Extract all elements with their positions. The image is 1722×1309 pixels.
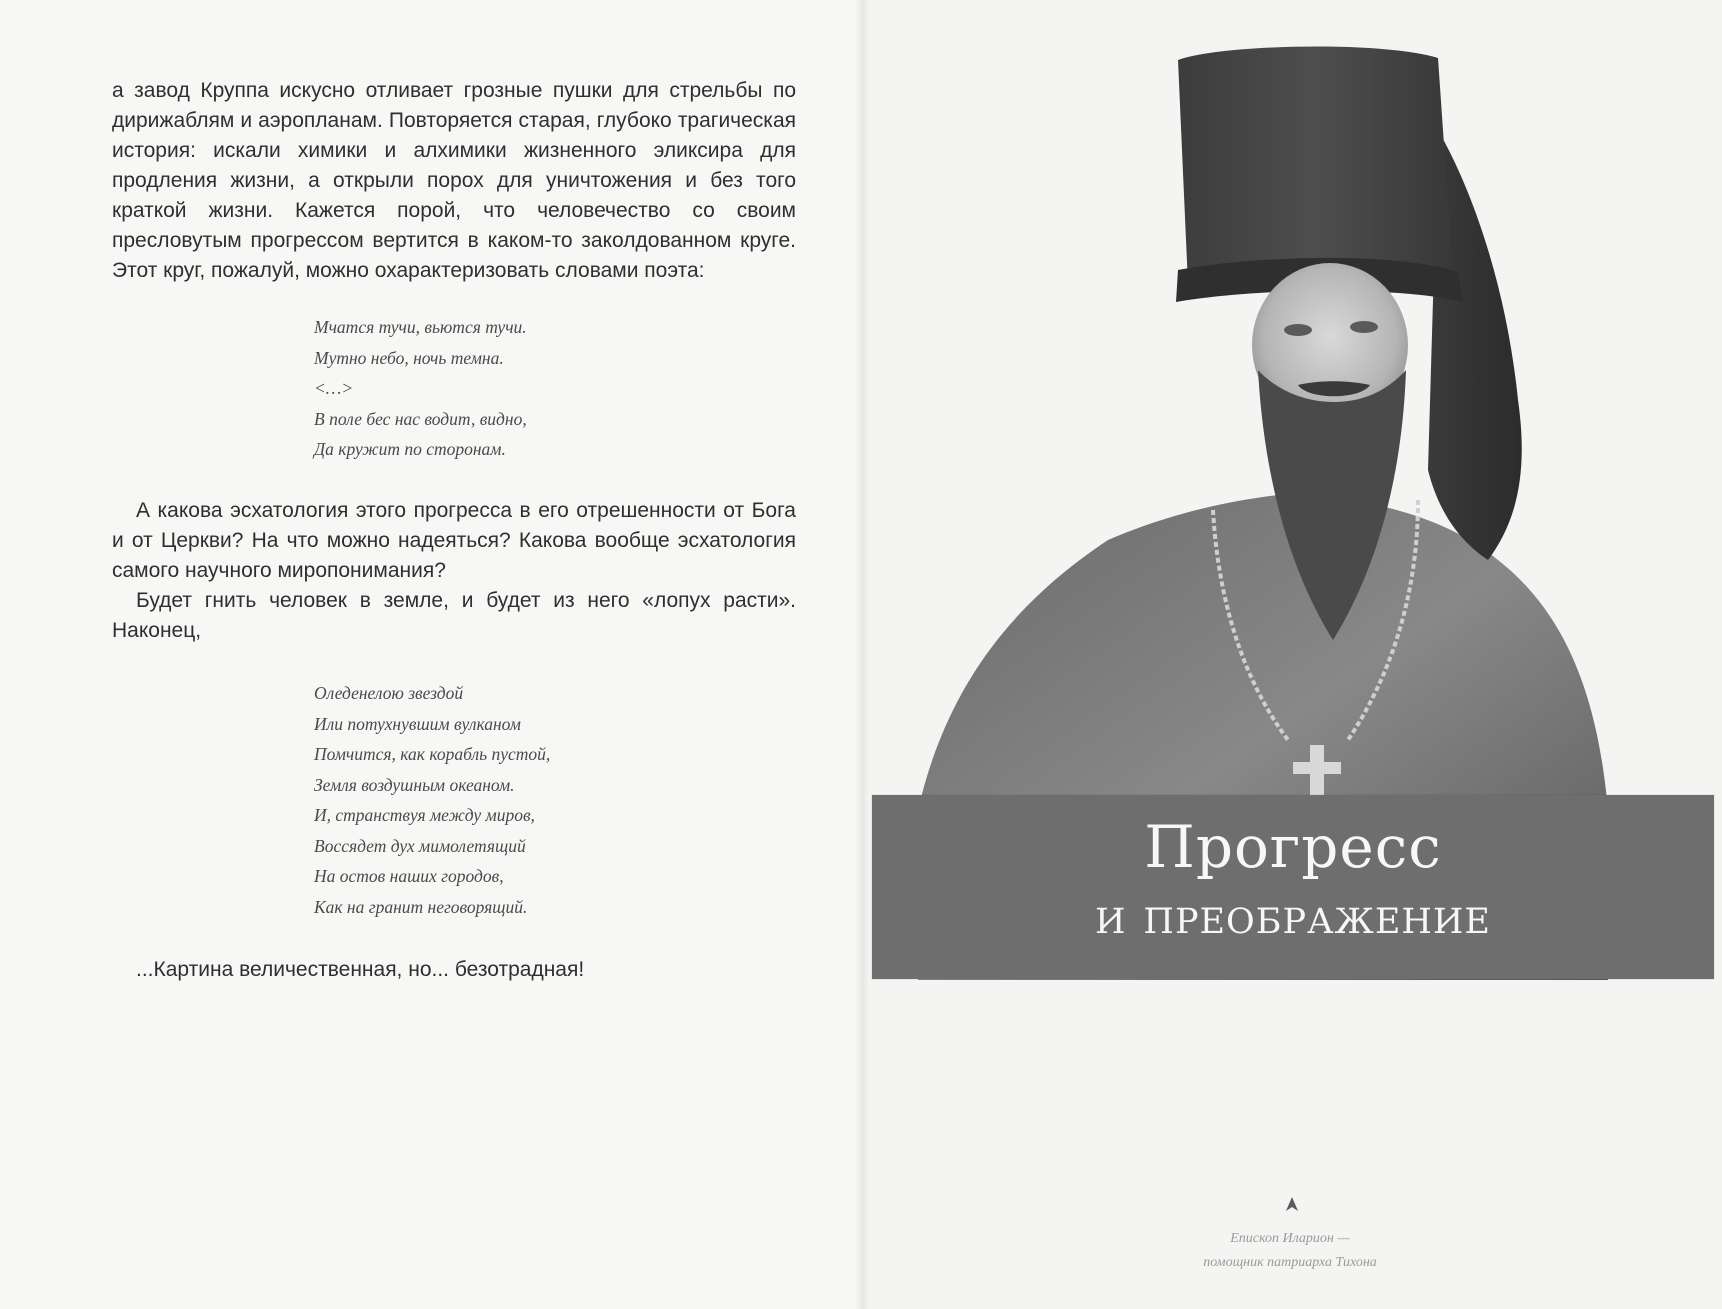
chapter-title-band — [872, 795, 1714, 979]
poem-line: Да кружит по сторонам. — [314, 439, 506, 459]
body-text-middle — [112, 496, 796, 646]
poem-line: Или потухнувшим вулканом — [314, 713, 521, 734]
poem-line: В поле бес нас водит, видно, — [314, 408, 527, 429]
paragraph-4: ...Картина величественная, но... безотрадная! — [136, 958, 585, 981]
chapter-title-line-1: Прогресс — [1144, 813, 1442, 881]
photo-caption — [1150, 1227, 1430, 1275]
poem-line: <…> — [314, 378, 354, 398]
poem-line: Мутно небо, ночь темна. — [314, 347, 504, 368]
poem-line: Помчится, как корабль пустой, — [314, 744, 551, 764]
poem-2 — [314, 678, 550, 922]
publisher-logo-icon — [1285, 1196, 1299, 1212]
paragraph-2: А какова эсхатология этого прогресса в его отрешенности от Бога и от Церкви? На что можно надеяться? Какова вообще эсхатология самого научного миропонимания? — [112, 499, 796, 582]
poem-line: Оледенелою звездой — [314, 683, 464, 703]
paragraph-3: Будет гнить человек в земле, и будет из него «лопух расти». Наконец, — [112, 589, 796, 642]
poem-line: Воссядет дух мимолетящий — [314, 835, 526, 856]
poem-line: Как на гранит неговорящий. — [314, 896, 528, 917]
book-gutter — [855, 0, 869, 1309]
poem-line: Мчатся тучи, вьются тучи. — [314, 317, 527, 337]
paragraph-1: а завод Круппа искусно отливает грозные пушки для стрельбы по дирижаблям и аэропланам. Повторяется старая, глубоко трагическая история: искали химики и алхимики жизненного эликсира для продления жизни, а открыли порох для уничтожения и без того краткой жизни. Кажется порой, что человечество со своим пресловутым прогрессом вертится в каком-то заколдованном круге. Этот круг, пожалуй, можно охарактеризовать словами поэта: — [112, 79, 796, 282]
caption-line-2: помощник патриарха Тихона — [1203, 1255, 1377, 1270]
poem-line: И, странствуя между миров, — [314, 805, 535, 825]
poem-line: На остов наших городов, — [314, 866, 504, 886]
caption-line-1: Епископ Иларион — — [1230, 1231, 1350, 1246]
poem-1 — [314, 312, 527, 465]
body-text-bottom — [112, 955, 796, 985]
body-text-top — [112, 76, 796, 286]
poem-line: Земля воздушным океаном. — [314, 774, 515, 795]
chapter-title-line-2: и преображение — [1095, 887, 1491, 945]
